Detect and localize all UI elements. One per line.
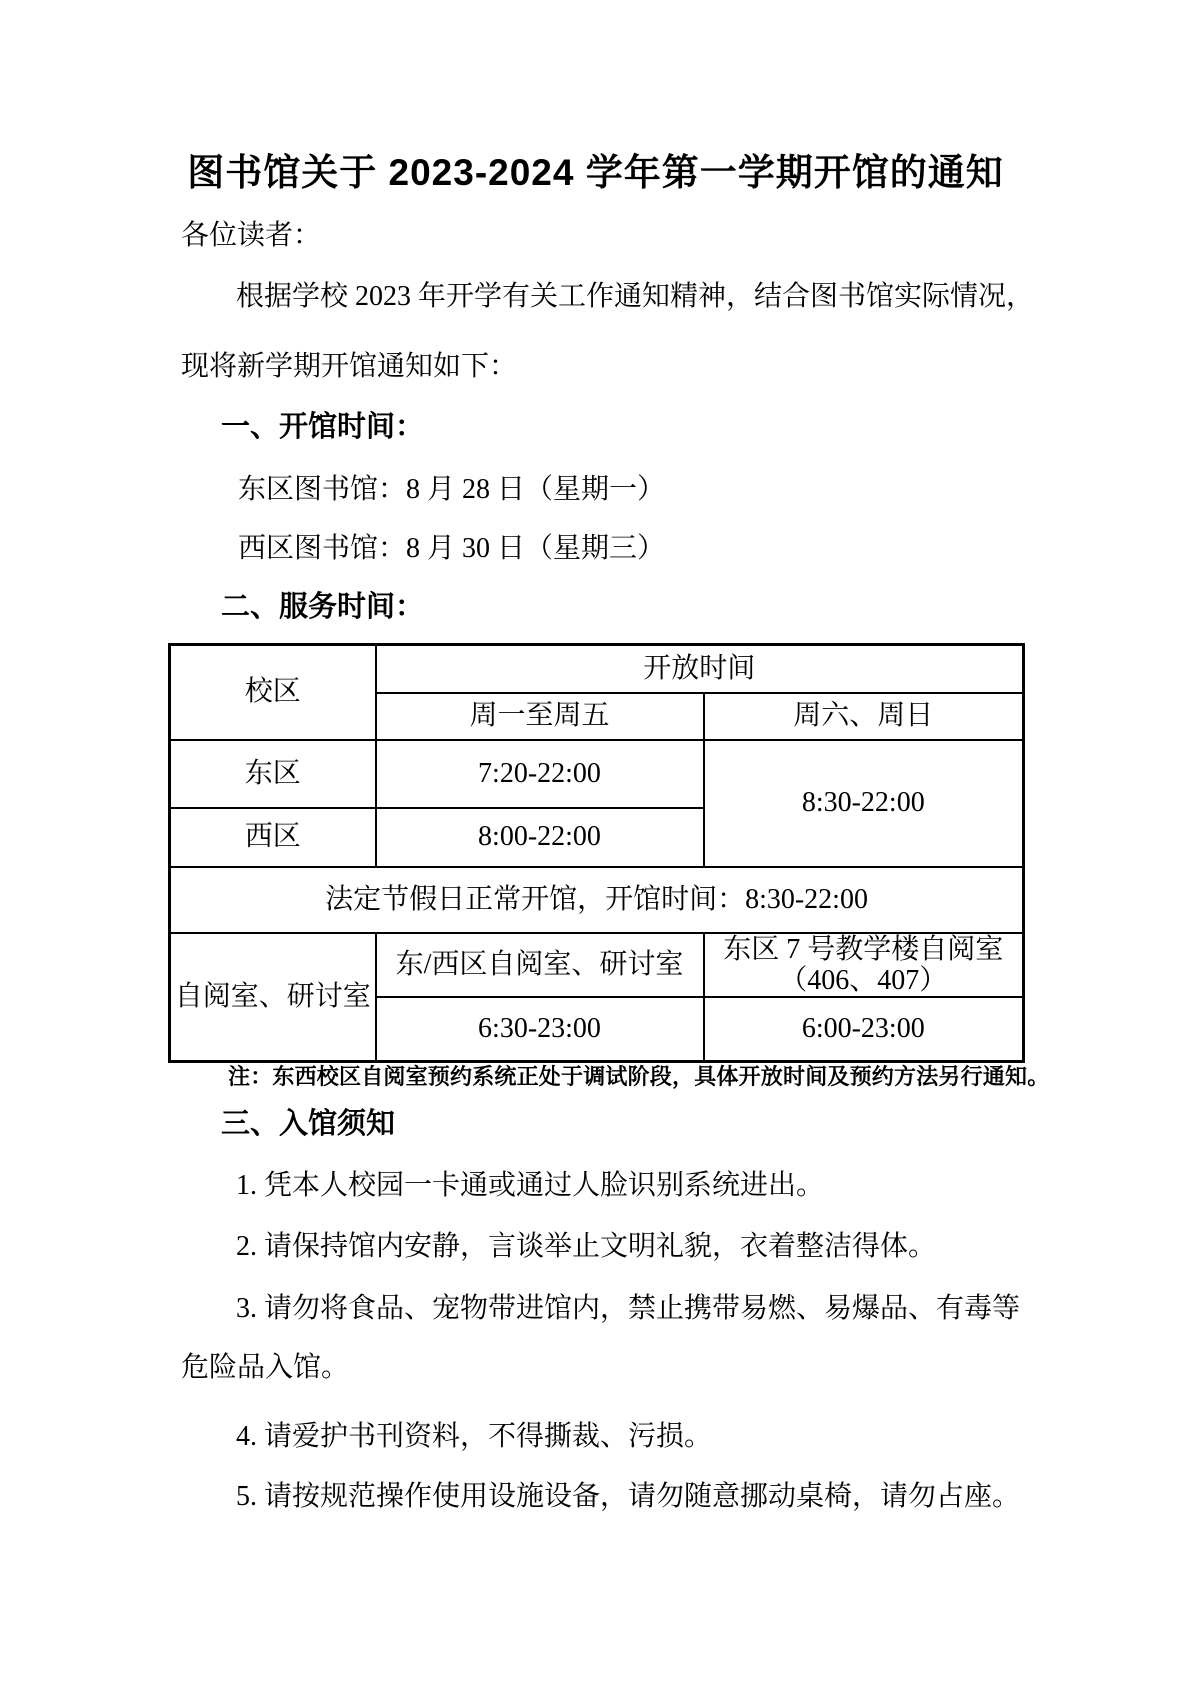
table-cell-study-col3-time: 6:00-23:00 <box>704 997 1024 1062</box>
opening-line-east: 东区图书馆：8 月 28 日（星期一） <box>238 474 666 505</box>
section-2-heading: 二、服务时间： <box>221 591 425 623</box>
table-cell-west-weekday-time: 8:00-22:00 <box>376 808 704 867</box>
rule-item-3: 3. 请勿将食品、宠物带进馆内，禁止携带易燃、易爆品、有毒等 <box>236 1293 1021 1324</box>
salutation: 各位读者： <box>181 220 322 251</box>
rule-item-2: 2. 请保持馆内安静，言谈举止文明礼貌，衣着整洁得体。 <box>236 1231 937 1262</box>
table-header-weekend: 周六、周日 <box>704 693 1024 740</box>
intro-line-1: 根据学校 2023 年开学有关工作通知精神，结合图书馆实际情况， <box>236 281 1035 312</box>
opening-line-west: 西区图书馆：8 月 30 日（星期三） <box>238 533 666 564</box>
table-header-open-time: 开放时间 <box>376 645 1024 693</box>
table-note: 注：东西校区自阅室预约系统正处于调试阶段，具体开放时间及预约方法另行通知。 <box>228 1064 1050 1089</box>
table-cell-study-col2-time: 6:30-23:00 <box>376 997 704 1062</box>
table-cell-west-campus: 西区 <box>170 808 376 867</box>
section-1-heading: 一、开馆时间： <box>221 411 425 443</box>
table-header-campus: 校区 <box>170 645 376 740</box>
table-cell-study-col2-label: 东/西区自阅室、研讨室 <box>376 933 704 997</box>
intro-line-2: 现将新学期开馆通知如下： <box>181 351 518 382</box>
table-cell-study-col3-label <box>704 933 1024 997</box>
table-header-weekday: 周一至周五 <box>376 693 704 740</box>
section-3-heading: 三、入馆须知 <box>221 1108 396 1140</box>
page-title: 图书馆关于 2023-2024 学年第一学期开馆的通知 <box>187 152 1004 193</box>
table-cell-east-campus: 东区 <box>170 740 376 808</box>
study-col3-label-line1: 东区 7 号教学楼自阅室 <box>723 933 1004 965</box>
table-cell-holiday-row: 法定节假日正常开馆，开馆时间：8:30-22:00 <box>170 867 1024 933</box>
service-hours-table <box>168 643 1025 1063</box>
rule-item-5: 5. 请按规范操作使用设施设备，请勿随意挪动桌椅，请勿占座。 <box>236 1481 1021 1512</box>
table-cell-study-label: 自阅室、研讨室 <box>170 933 376 1062</box>
table-cell-weekend-time: 8:30-22:00 <box>704 740 1024 867</box>
rule-item-1: 1. 凭本人校园一卡通或通过人脸识别系统进出。 <box>236 1170 825 1201</box>
study-col3-label-line2: （406、407） <box>779 964 948 996</box>
rule-item-3-continuation: 危险品入馆。 <box>181 1352 350 1383</box>
table-cell-east-weekday-time: 7:20-22:00 <box>376 740 704 808</box>
rule-item-4: 4. 请爱护书刊资料，不得撕裁、污损。 <box>236 1421 713 1452</box>
